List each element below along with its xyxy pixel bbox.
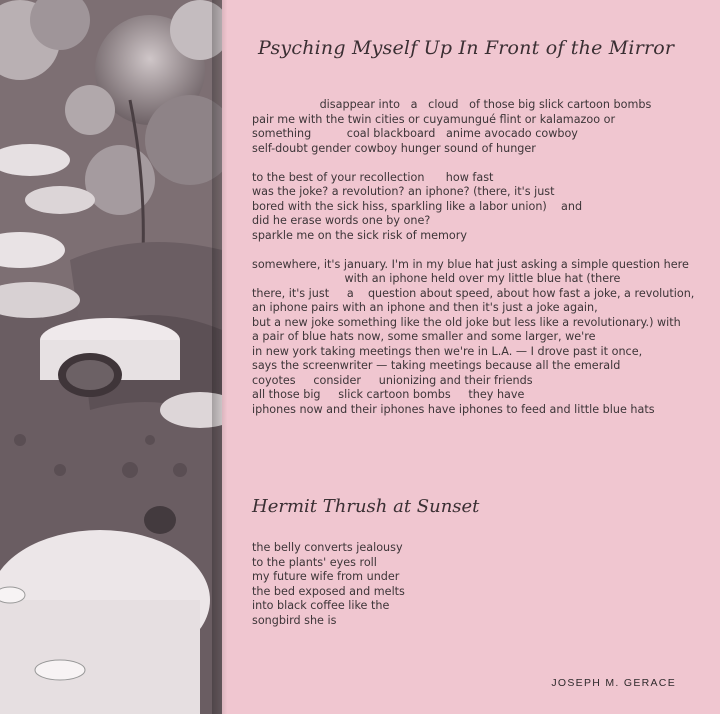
poem-title-second: Hermit Thrush at Sunset <box>252 496 480 517</box>
poem-line: was the joke? a revolution? an iphone? (there, it's just <box>252 185 555 198</box>
poem-line: says the screenwriter — taking meetings because all the emerald <box>252 359 621 372</box>
poem-line: an iphone pairs with an iphone and then it's just a joke again, <box>252 301 598 314</box>
poem-line: all those big slick cartoon bombs they have <box>252 388 525 401</box>
poem-line: but a new joke something like the old joke but less like a revolutionary.) with <box>252 315 681 329</box>
poem-line: into black coffee like the <box>252 599 390 612</box>
poem-line: in new york taking meetings then we're in L.A. — I drove past it once, <box>252 344 643 358</box>
poem-line: to the plants' eyes roll <box>252 555 377 569</box>
poem-line: there, it's just a question about speed, about how fast a joke, a revolution, <box>252 286 695 300</box>
poem-line: bored with the sick hiss, sparkling like a labor union) and <box>252 199 583 213</box>
restaurant-photo <box>0 0 222 714</box>
poem-line: somewhere, it's january. I'm in my blue hat just asking a simple question here <box>252 257 689 271</box>
poem-line: disappear into a cloud of those big slick cartoon bombs <box>252 98 652 111</box>
poem-title: Psyching Myself Up In Front of the Mirror <box>258 37 675 59</box>
poem-line <box>252 156 694 171</box>
poem-line: a pair of blue hats now, some smaller and some larger, we're <box>252 330 596 343</box>
poem-body-second <box>252 541 405 628</box>
text-page <box>222 0 720 714</box>
restaurant-photo-image <box>0 0 222 714</box>
poem-line: something coal blackboard anime avocado cowboy <box>252 127 578 140</box>
poem-line: sparkle me on the sick risk of memory <box>252 228 467 242</box>
poem-line: did he erase words one by one? <box>252 214 431 227</box>
poem-line: iphones now and their iphones have iphones to feed and little blue hats <box>252 402 655 416</box>
poem-line <box>252 243 694 258</box>
author-name: JOSEPH M. GERACE <box>551 677 676 689</box>
poem-line: songbird she is <box>252 613 337 627</box>
poem-line: my future wife from under <box>252 570 400 583</box>
poem-line: coyotes consider unionizing and their friends <box>252 373 533 387</box>
poem-line: self-doubt gender cowboy hunger sound of hunger <box>252 141 536 155</box>
poem-line: with an iphone held over my little blue hat (there <box>252 272 621 285</box>
poem-line: the bed exposed and melts <box>252 584 405 598</box>
poem-body <box>252 98 694 417</box>
poem-line: to the best of your recollection how fast <box>252 170 494 184</box>
poem-line: pair me with the twin cities or cuyamungué flint or kalamazoo or <box>252 112 616 126</box>
poem-line: the belly converts jealousy <box>252 541 403 554</box>
